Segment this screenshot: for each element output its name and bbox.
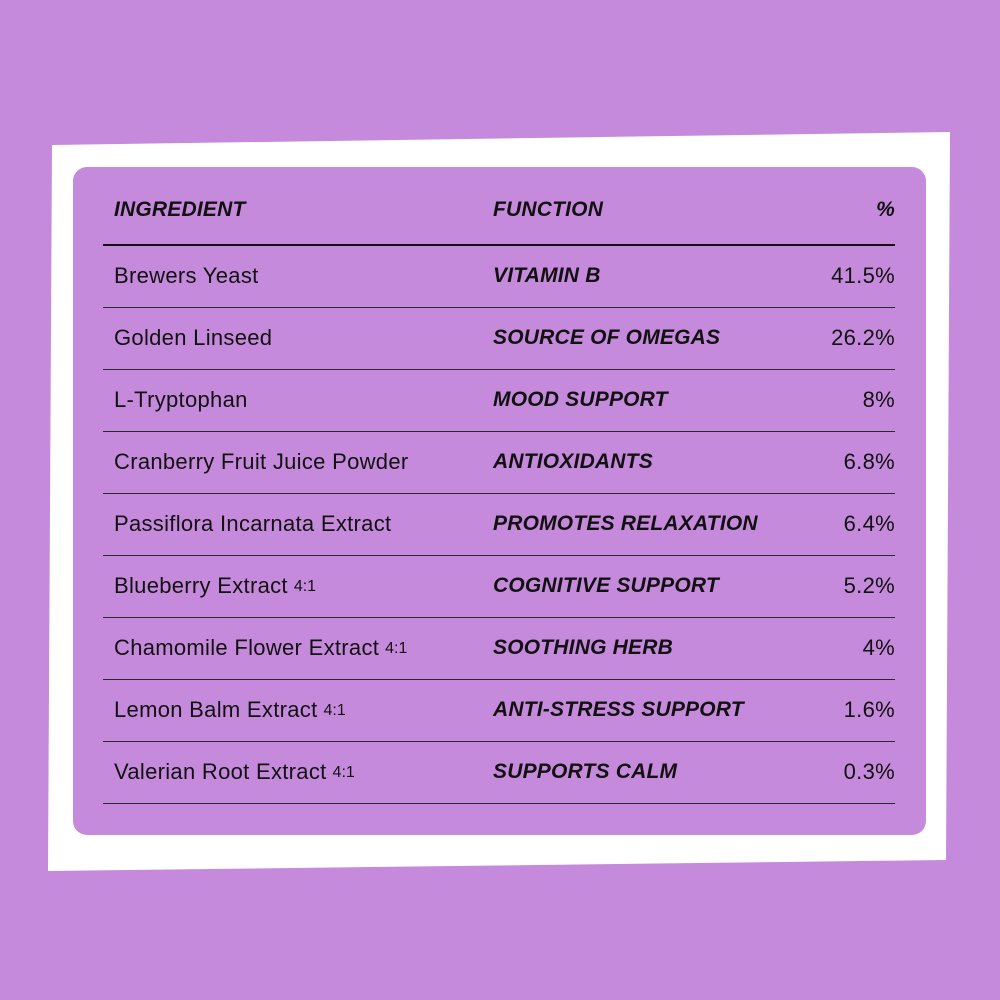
percent-cell: 0.3% [843, 759, 895, 784]
ingredient-cell [114, 449, 409, 475]
function-cell: SOOTHING HERB [493, 636, 673, 659]
function-cell: ANTIOXIDANTS [493, 450, 653, 473]
header-function: FUNCTION [493, 198, 604, 221]
function-cell: COGNITIVE SUPPORT [493, 574, 719, 597]
percent-cell: 41.5% [831, 263, 895, 288]
ingredient-name: L-Tryptophan [114, 387, 248, 412]
table-row [103, 308, 895, 370]
percent-cell: 26.2% [831, 325, 895, 350]
function-cell: ANTI-STRESS SUPPORT [493, 698, 744, 721]
table-row [103, 556, 895, 618]
ingredient-name: Passiflora Incarnata Extract [114, 511, 392, 536]
ingredients-panel [73, 167, 926, 835]
header-ingredient: INGREDIENT [114, 198, 246, 221]
percent-cell: 6.4% [843, 511, 895, 536]
ingredient-name: Valerian Root Extract [114, 759, 327, 784]
ingredient-name: Lemon Balm Extract [114, 697, 318, 722]
ingredient-cell [114, 263, 259, 289]
function-cell: SOURCE OF OMEGAS [493, 326, 721, 349]
ingredient-name: Golden Linseed [114, 325, 273, 350]
ingredient-cell [114, 635, 407, 661]
function-cell: VITAMIN B [493, 264, 601, 287]
ingredient-ratio: 4:1 [385, 640, 408, 657]
ingredient-cell [114, 573, 316, 599]
function-cell: MOOD SUPPORT [493, 388, 668, 411]
percent-cell: 8% [862, 387, 895, 412]
table-header-row [103, 185, 895, 246]
table-row [103, 494, 895, 556]
ingredient-cell [114, 697, 346, 723]
percent-cell: 6.8% [843, 449, 895, 474]
ingredient-name: Brewers Yeast [114, 263, 259, 288]
ingredient-name: Chamomile Flower Extract [114, 635, 380, 660]
table-row [103, 618, 895, 680]
ingredient-ratio: 4:1 [323, 702, 346, 719]
ingredient-cell [114, 759, 355, 785]
ingredient-name: Cranberry Fruit Juice Powder [114, 449, 409, 474]
table-row [103, 246, 895, 308]
ingredient-cell [114, 387, 248, 413]
table-row [103, 680, 895, 742]
ingredients-table [103, 185, 895, 804]
table-row [103, 432, 895, 494]
ingredient-cell [114, 325, 272, 351]
function-cell: SUPPORTS CALM [493, 760, 678, 783]
percent-cell: 5.2% [843, 573, 895, 598]
header-percent: % [876, 198, 895, 221]
ingredient-cell [114, 511, 391, 537]
function-cell: PROMOTES RELAXATION [493, 512, 758, 535]
ingredient-ratio: 4:1 [293, 578, 317, 595]
ingredient-name: Blueberry Extract [114, 573, 288, 598]
percent-cell: 1.6% [843, 697, 895, 722]
table-row [103, 742, 895, 804]
ingredient-ratio: 4:1 [332, 764, 355, 781]
table-row [103, 370, 895, 432]
percent-cell: 4% [862, 635, 895, 660]
